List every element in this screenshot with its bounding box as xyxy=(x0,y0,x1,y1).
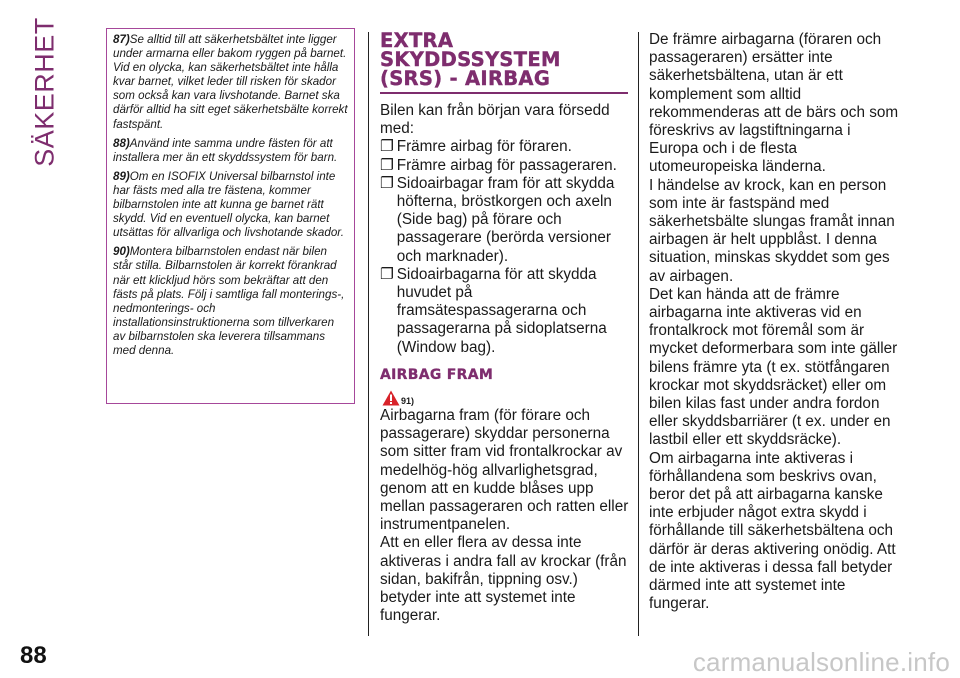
note-number: 88) xyxy=(113,136,130,150)
warning-note xyxy=(113,137,348,165)
list-item-text: Sidoairbagar fram för att skydda höfterna, bröstkorgen och axeln (Side bag) på förare och passagerare (berörda versioner och marknader). xyxy=(396,174,615,265)
list-item xyxy=(380,138,630,156)
checkbox-bullet-icon: ❐ xyxy=(380,156,394,174)
paragraph: Airbagarna fram (för förare och passagerare) skyddar personerna som sitter fram vid frontalkrockar av medelhög-hög allvarlighetsgrad, genom att en kudde blåses upp mellan passageraren och ratten eller instrumentpanelen. xyxy=(380,407,629,534)
warning-note xyxy=(113,245,348,358)
list-item-text: Främre airbag för passageraren. xyxy=(396,156,617,174)
list-item-text: Sidoairbagarna för att skydda huvudet på framsätespassagerarna och passagerarna på sidoplatserna (Window bag). xyxy=(396,265,607,356)
note-text: Använd inte samma undre fästen för att installera mer än ett skyddssystem för barn. xyxy=(113,136,338,164)
section-heading-line: SKYDDSSYSTEM xyxy=(380,48,561,71)
note-text: Se alltid till att säkerhetsbältet inte ligger under armarna eller bakom ryggen på barnet. Vid en olycka, kan säkerhetsbältet inte hålla kvar barnet, vilket leder till risken för skador som också kan vara livshotande. Barnet ska därför alltid ha sitt eget säkerhetsbälte korrekt fastspänt. xyxy=(113,33,348,131)
column-divider-1 xyxy=(368,32,369,636)
watermark: carmanualsonline.info xyxy=(692,647,950,677)
warning-triangle-icon xyxy=(382,390,400,406)
list-item xyxy=(380,157,630,175)
warning-notes-box xyxy=(106,28,355,404)
note-number: 89) xyxy=(113,169,130,183)
side-section-title xyxy=(2,17,88,167)
subheading-airbag-fram: AIRBAG FRAM xyxy=(380,366,494,383)
checkbox-bullet-icon: ❐ xyxy=(380,174,394,192)
note-text: Montera bilbarnstolen endast när bilen står stilla. Bilbarnstolen är korrekt förankrad när ett klickljud hörs som bekräftar att den fästs på plats. Följ i samtliga fall monterings-, nedmonterings- och installationsinstruktionerna som tillverkaren av bilbarnstolen ska leverera tillsammans med denna. xyxy=(113,245,345,357)
paragraph: Att en eller flera av dessa inte aktiveras i andra fall av krockar (från sidan, bakifrån, tippning osv.) betyder inte att systemet inte fungerar. xyxy=(380,534,627,625)
paragraph: I händelse av krock, kan en person som inte är fastspänd med säkerhetsbälte slungas framåt innan airbagen är helt uppblåst. I denna situation, minskas skyddet som ges av airbagen. xyxy=(649,176,895,285)
column-divider-2 xyxy=(638,32,639,636)
note-number: 87) xyxy=(113,33,130,46)
list-item-text: Främre airbag för föraren. xyxy=(396,138,572,156)
checkbox-bullet-icon: ❐ xyxy=(380,265,394,283)
paragraph: De främre airbagarna (föraren och passageraren) ersätter inte säkerhetsbältena, utan är ett komplement som alltid rekommenderas att de bärs och som föreskrivs av lagstiftningarna i Europa och i de flesta utomeuropeiska länderna. xyxy=(649,31,899,176)
checkbox-bullet-icon: ❐ xyxy=(380,138,394,156)
paragraph: Om airbagarna inte aktiveras i förhållandena som beskrivs ovan, beror det på att airbagarna kanske inte erbjuder något extra skydd i förhållande till säkerhetsbältena och därför är deras aktivering onödig. Att de inte aktiveras i dessa fall betyder därmed inte att systemet inte fungerar. xyxy=(649,449,896,613)
list-item xyxy=(380,175,630,266)
note-text: Om en ISOFIX Universal bilbarnstol inte har fästs med alla tre fästena, kommer bilbarnstolen inte att kunna ge barnet rätt skydd. Vid en eventuell olycka, kan barnet utsättas för allvarliga och livshotande skador. xyxy=(113,169,344,240)
note-number: 90) xyxy=(113,245,130,259)
paragraph: Det kan hända att de främre airbagarna inte aktiveras vid en frontalkrock mot föremål som är mycket deformerbara som inte gäller bilens främre yta (t ex. stötfångaren krockar mot skyddsräcket) eller om bilen kilas fast under andra fordon eller skyddsbarriärer (t ex. under en lastbil eller ett skyddsräcke). xyxy=(649,285,898,449)
right-column xyxy=(649,31,901,614)
list-item xyxy=(380,266,630,357)
main-column-airbag xyxy=(380,31,630,625)
warning-reference-number: 91) xyxy=(401,396,415,407)
intro-paragraph: Bilen kan från början vara försedd med: xyxy=(380,102,610,138)
page-number: 88 xyxy=(20,642,47,669)
side-section-title-text: SÄKERHET xyxy=(29,17,60,167)
warning-note xyxy=(113,33,348,132)
warning-reference xyxy=(380,390,630,407)
warning-note xyxy=(113,170,348,240)
section-heading xyxy=(380,31,628,94)
section-heading-line: (SRS) - AIRBAG xyxy=(380,67,551,90)
section-heading-line: EXTRA xyxy=(380,29,454,52)
